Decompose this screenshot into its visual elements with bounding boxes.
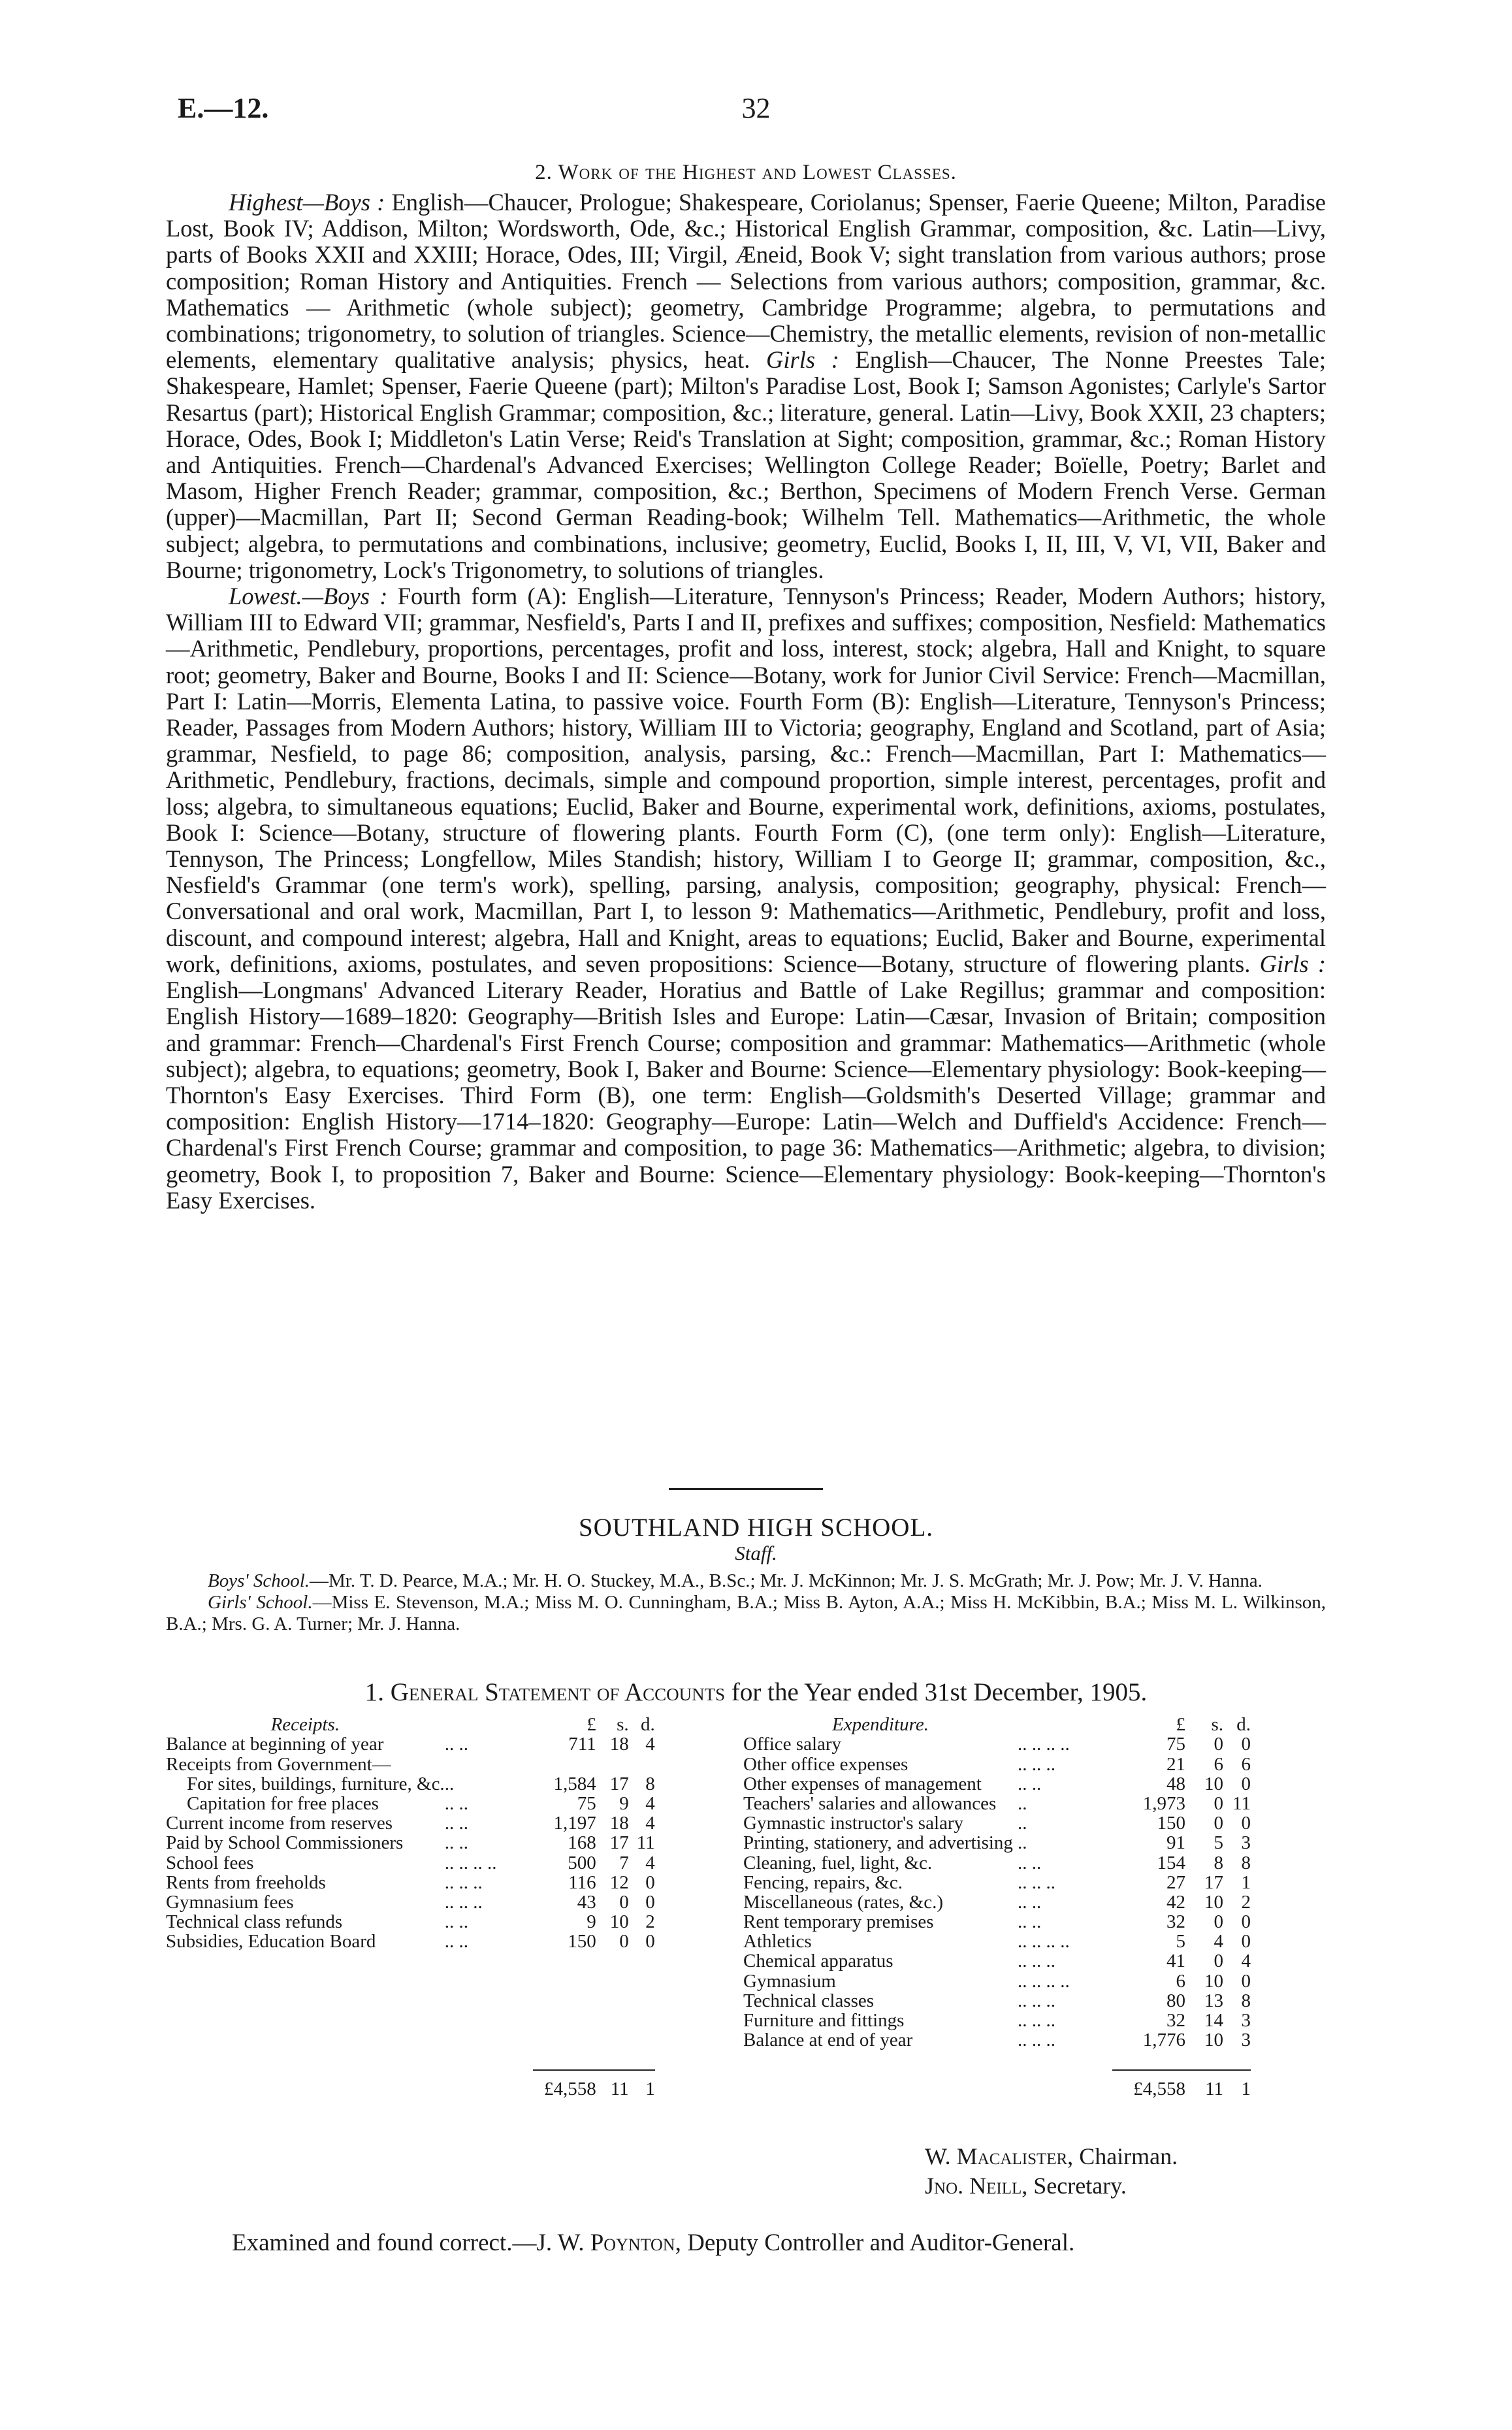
amount-pounds: 27 <box>1166 1871 1185 1893</box>
chairman-name: W. Macalister, <box>925 2143 1074 2169</box>
amount-pence: 2 <box>645 1911 655 1933</box>
amount-pence: 0 <box>1241 1970 1251 1992</box>
amount-shillings: 5 <box>1214 1832 1223 1854</box>
expenditure-header-row <box>743 1715 1251 1734</box>
amount-pounds: 75 <box>577 1792 596 1814</box>
amount-pounds: 91 <box>1166 1832 1185 1854</box>
empty-cell <box>166 1951 445 1971</box>
amount-pence: 3 <box>1241 2010 1251 2031</box>
girls-staff <box>166 1592 1326 1635</box>
empty-cell <box>743 2050 1018 2070</box>
amount-pence: 0 <box>1241 1931 1251 1952</box>
expense-label: Cleaning, fuel, light, &c. <box>743 1852 933 1873</box>
receipts-header-row <box>166 1715 655 1734</box>
empty-cell <box>1018 2070 1112 2098</box>
leader-dots: .. .. <box>1018 1773 1042 1794</box>
empty-cell <box>166 1971 445 1990</box>
empty-cell <box>596 1971 629 1990</box>
amount-pence: 4 <box>645 1734 655 1755</box>
expense-row <box>743 1853 1251 1872</box>
amount-pounds: 32 <box>1166 1911 1185 1933</box>
section-divider <box>669 1488 823 1490</box>
empty-cell <box>166 1991 445 2011</box>
highest-paragraph <box>166 189 1326 583</box>
amount-pence: 8 <box>1241 1990 1251 2011</box>
empty-cell <box>533 2011 596 2030</box>
amount-shillings: 10 <box>609 1911 629 1933</box>
empty-cell <box>596 2011 629 2030</box>
amount-shillings: 6 <box>1214 1753 1223 1775</box>
expense-row <box>743 1932 1251 1951</box>
section-title: 2. Work of the Highest and Lowest Classes. <box>535 161 957 184</box>
page-number: 32 <box>741 92 771 124</box>
expense-label: Gymnasium <box>743 1970 836 1992</box>
boys-school-label: Boys' School. <box>208 1570 310 1591</box>
amount-pence <box>629 1754 655 1774</box>
empty-cell <box>445 2070 533 2098</box>
highest-girls-label: Girls : <box>766 346 839 374</box>
empty-cell <box>629 2011 655 2030</box>
classes-body <box>166 189 1326 1214</box>
amount-shillings: 17 <box>609 1832 629 1854</box>
leader-dots: .. .. .. <box>1018 1871 1055 1893</box>
amount-pence: 1 <box>1241 1871 1251 1893</box>
leader-dots: .. .. .. <box>1018 2010 1055 2031</box>
amount-shillings: 0 <box>1214 1951 1223 1972</box>
empty-cell <box>629 2030 655 2050</box>
leader-dots: .. .. <box>444 1792 468 1814</box>
empty-cell <box>1185 2050 1223 2070</box>
expense-label: Rent temporary premises <box>743 1911 934 1933</box>
expense-row <box>743 1833 1251 1853</box>
accounts-title-num: 1. <box>364 1678 384 1706</box>
expense-row <box>743 1774 1251 1794</box>
auditor-title: Deputy Controller and Auditor-General. <box>687 2229 1075 2256</box>
amount-pence: 4 <box>645 1852 655 1873</box>
receipt-label: Receipts from Government— <box>166 1753 391 1775</box>
accounts-title-caps: General Statement of Accounts <box>390 1678 726 1706</box>
empty-cell <box>445 2050 533 2070</box>
accounts-title-rest: for the Year ended 31st December, 1905. <box>731 1678 1148 1706</box>
boys-staff <box>166 1570 1326 1592</box>
expense-label: Miscellaneous (rates, &c.) <box>743 1891 944 1913</box>
amount-shillings: 9 <box>619 1792 629 1814</box>
amount-pence: 11 <box>1232 1792 1251 1814</box>
total-pence: 1 <box>629 2070 655 2098</box>
leader-dots: .. .. <box>444 1931 468 1952</box>
amount-pounds: 42 <box>1166 1891 1185 1913</box>
empty-cell <box>596 2030 629 2050</box>
amount-shillings: 4 <box>1214 1931 1223 1952</box>
amount-pounds <box>533 1754 596 1774</box>
amount-pounds: 48 <box>1166 1773 1185 1794</box>
leader-dots: .. .. .. <box>444 1871 483 1893</box>
expense-row <box>743 1794 1251 1813</box>
leader-dots: .. .. <box>444 1911 468 1933</box>
expense-label: Technical classes <box>743 1990 875 2011</box>
spacer-row <box>166 2050 655 2070</box>
amount-shillings: 17 <box>1204 1871 1223 1893</box>
total-shillings: 11 <box>1185 2070 1223 2098</box>
secretary-name: Jno. Neill, <box>925 2173 1028 2199</box>
receipt-label: For sites, buildings, furniture, &c. <box>187 1773 445 1794</box>
amount-shillings <box>596 1754 629 1774</box>
amount-shillings: 10 <box>1204 1970 1223 1992</box>
col-pence: d. <box>640 1714 655 1736</box>
receipts-header: Receipts. <box>270 1714 340 1736</box>
amount-pounds: 6 <box>1176 1970 1185 1992</box>
highest-boys-text: English—Chaucer, Prologue; Shakespeare, Coriolanus; Spenser, Faerie Queene; Milton, Paradise Lost, Book IV; Addison, Milton; Wordsworth, Ode, &c.; Historical English Grammar, composition, &c. Latin—Livy, parts of Books XXII and XXIII; Horace, Odes, III; Virgil, Æneid, Book V; sight translation from various authors; prose composition; Roman History and Antiquities. French — Selections from various authors; composition, grammar, &c. Mathematics — Arithmetic (whole subject); geometry, Cambridge Programme; algebra, to permutations and combinations; trigonometry, to solution of triangles. Science—Chemistry, the metallic elements, revision of non-metallic elements, elementary qualitative analysis; physics, heat. <box>166 189 1327 374</box>
girls-staff-names: —Miss E. Stevenson, M.A.; Miss M. O. Cunningham, B.A.; Miss B. Ayton, A.A.; Miss H. McKibbin, B.A.; Miss M. L. Wilkinson, B.A.; Mrs. G. A. Turner; Mr. J. Hanna. <box>166 1592 1326 1634</box>
receipt-row <box>166 1912 655 1932</box>
amount-pounds: 116 <box>568 1871 596 1893</box>
receipt-label: Technical class refunds <box>166 1911 343 1933</box>
spacer-row <box>166 2030 655 2050</box>
amount-shillings: 0 <box>1214 1813 1223 1834</box>
secretary-title: Secretary. <box>1033 2173 1127 2199</box>
empty-cell <box>445 2030 533 2050</box>
total-pence: 1 <box>1223 2070 1251 2098</box>
expense-label: Other office expenses <box>743 1753 909 1775</box>
empty-cell <box>533 1951 596 1971</box>
boys-staff-names: —Mr. T. D. Pearce, M.A.; Mr. H. O. Stuckey, M.A., B.Sc.; Mr. J. McKinnon; Mr. J. S. McGrath; Mr. J. Pow; Mr. J. V. Hanna. <box>310 1570 1263 1591</box>
leader-dots: .. <box>1018 1832 1027 1854</box>
expense-row <box>743 1734 1251 1754</box>
col-shillings: s. <box>617 1714 629 1736</box>
report-code: E.—12. <box>178 92 269 124</box>
amount-shillings: 18 <box>609 1734 629 1755</box>
lowest-girls-label: Girls : <box>1259 950 1326 977</box>
empty-cell <box>533 1991 596 2011</box>
leader-dots: .. .. .. .. <box>1018 1970 1070 1992</box>
expense-label: Gymnastic instructor's salary <box>743 1813 964 1834</box>
empty-cell <box>629 1971 655 1990</box>
amount-pounds: 154 <box>1157 1852 1185 1873</box>
receipt-label: Gymnasium fees <box>166 1891 294 1913</box>
col-pence: d. <box>1236 1714 1251 1736</box>
leader-dots: .. <box>1018 1813 1027 1834</box>
receipt-row <box>166 1853 655 1872</box>
expense-row <box>743 1873 1251 1892</box>
amount-pounds: 1,197 <box>553 1813 596 1834</box>
empty-cell <box>596 2050 629 2070</box>
amount-pounds: 1,776 <box>1142 2030 1185 2051</box>
expense-row <box>743 1912 1251 1932</box>
highest-label: Highest—Boys : <box>229 189 385 216</box>
amount-pence: 0 <box>1241 1813 1251 1834</box>
empty-cell <box>1112 2050 1185 2070</box>
col-pounds: £ <box>1176 1714 1185 1736</box>
expense-label: Office salary <box>743 1734 842 1755</box>
chairman-signature <box>925 2143 1178 2170</box>
amount-pounds: 75 <box>1166 1734 1185 1755</box>
leader-dots: .. .. <box>444 1813 468 1834</box>
amount-shillings: 18 <box>609 1813 629 1834</box>
amount-shillings: 13 <box>1204 1990 1223 2011</box>
receipts-body <box>166 1715 655 2099</box>
amount-pence: 0 <box>645 1931 655 1952</box>
leader-dots: .. .. .. .. <box>1018 1931 1070 1952</box>
spacer-row <box>166 1951 655 1971</box>
receipt-row <box>166 1932 655 1951</box>
expense-label: Balance at end of year <box>743 2030 913 2051</box>
leader-dots: .. <box>1018 1792 1027 1814</box>
girls-school-label: Girls' School. <box>208 1592 313 1613</box>
amount-pence: 11 <box>636 1832 655 1854</box>
expense-row <box>743 1754 1251 1774</box>
empty-cell <box>596 1951 629 1971</box>
empty-cell <box>445 1991 533 2011</box>
amount-shillings: 14 <box>1204 2010 1223 2031</box>
empty-cell <box>629 1951 655 1971</box>
spacer-row <box>743 2050 1251 2070</box>
expense-label: Fencing, repairs, &c. <box>743 1871 903 1893</box>
expenditure-table <box>743 1715 1251 2099</box>
amount-pence: 4 <box>645 1792 655 1814</box>
expense-label: Chemical apparatus <box>743 1951 893 1972</box>
amount-shillings: 7 <box>619 1852 629 1873</box>
amount-shillings: 8 <box>1214 1852 1223 1873</box>
amount-pence: 0 <box>1241 1911 1251 1933</box>
amount-pounds: 41 <box>1166 1951 1185 1972</box>
empty-cell <box>445 1951 533 1971</box>
amount-pounds: 43 <box>577 1891 596 1913</box>
chairman-title: Chairman. <box>1079 2143 1178 2169</box>
empty-cell <box>533 1971 596 1990</box>
expense-label: Teachers' salaries and allowances <box>743 1792 997 1814</box>
amount-pounds: 9 <box>587 1911 596 1933</box>
receipt-row <box>166 1873 655 1892</box>
amount-pence: 4 <box>645 1813 655 1834</box>
lowest-boys-text: Fourth form (A): English—Literature, Tennyson's Princess; Reader, Modern Authors; history, William III to Edward VII; grammar, Nesfield's, Parts I and II, prefixes and suffixes; composition, Nesfield: Mathematics—Arithmetic, Pendlebury, proportions, percentages, profit and loss, interest, stock; algebra, Hall and Knight, to square root; geometry, Baker and Bourne, Books I and II: Science—Botany, work for Junior Civil Service: French—Macmillan, Part I: Latin—Morris, Elementa Latina, to passive voice. Fourth Form (B): English—Literature, Tennyson's Princess; Reader, Passages from Modern Authors; history, William III to Victoria; geography, England and Scotland, part of Asia; grammar, Nesfield, to page 86; composition, analysis, parsing, &c.: French—Macmillan, Part I: Mathematics—Arithmetic, Pendlebury, fractions, decimals, simple and compound proportion, simple interest, percentages, profit and loss; algebra, to simultaneous equations; Euclid, Baker and Bourne, experimental work, definitions, axioms, postulates, Book I: Science—Botany, structure of flowering plants. Fourth Form (C), (one term only): English—Literature, Tennyson, The Princess; Longfellow, Miles Standish; history, William I to George II; grammar, composition, &c., Nesfield's Grammar (one term's work), spelling, parsing, analysis, composition; geography, physical: French—Conversational and oral work, Macmillan, Part I, to lesson 9: Mathematics—Arithmetic, Pendlebury, profit and loss, discount, and compound interest; algebra, Hall and Knight, areas to equations; Euclid, Baker and Bourne, experimental work, definitions, axioms, postulates, and seven propositions: Science—Botany, structure of flowering plants. <box>166 583 1327 977</box>
empty-cell <box>166 2070 445 2098</box>
receipt-row <box>166 1794 655 1813</box>
expense-label: Other expenses of management <box>743 1773 982 1794</box>
receipt-row <box>166 1892 655 1912</box>
leader-dots: .. .. .. .. <box>444 1852 497 1873</box>
leader-dots: .. .. .. <box>1018 1951 1055 1972</box>
amount-pence: 3 <box>1241 1832 1251 1854</box>
leader-dots: .. .. .. <box>1018 2030 1055 2051</box>
expense-label: Furniture and fittings <box>743 2010 905 2031</box>
receipt-label: Capitation for free places <box>187 1792 379 1814</box>
leader-dots: .. .. <box>444 1832 468 1854</box>
amount-pence: 0 <box>1241 1773 1251 1794</box>
amount-pence: 4 <box>1241 1951 1251 1972</box>
receipt-row <box>166 1754 655 1774</box>
empty-cell <box>743 2070 1018 2098</box>
accounts-title <box>0 1677 1512 1707</box>
amount-pounds: 21 <box>1166 1753 1185 1775</box>
receipt-label: Balance at beginning of year <box>166 1734 384 1755</box>
amount-pence: 8 <box>1241 1852 1251 1873</box>
leader-dots: .. .. <box>1018 1911 1042 1933</box>
highest-girls-text: English—Chaucer, The Nonne Preestes Tale; Shakespeare, Hamlet; Spenser, Faerie Queene (part); Milton's Paradise Lost, Book I; Samson Agonistes; Carlyle's Sartor Resartus (part); Historical English Grammar; composition, &c.; literature, general. Latin—Livy, Book XXII, 23 chapters; Horace, Odes, Book I; Middleton's Latin Verse; Reid's Translation at Sight; composition, grammar, &c.; Roman History and Antiquities. French—Chardenal's Advanced Exercises; Wellington College Reader; Boïelle, Poetry; Barlet and Masom, Higher French Reader; grammar, composition, &c.; Berthon, Specimens of Modern French Verse. German (upper)—Macmillan, Part II; Second German Reading-book; Wilhelm Tell. Mathematics—Arithmetic, the whole subject; algebra, to permutations and combinations, inclusive; geometry, Euclid, Books I, II, III, V, VI, VII, Baker and Bourne; trigonometry, Lock's Trigonometry, to solutions of triangles. <box>166 346 1327 583</box>
spacer-row <box>166 1991 655 2011</box>
col-pounds: £ <box>587 1714 596 1736</box>
expense-row <box>743 1951 1251 1971</box>
leader-dots: .. .. <box>1018 1891 1042 1913</box>
amount-pence: 0 <box>645 1891 655 1913</box>
amount-pounds: 168 <box>568 1832 596 1854</box>
receipt-total-row <box>166 2070 655 2098</box>
auditor-name: J. W. Poynton, <box>536 2229 681 2256</box>
expenditure-header: Expenditure. <box>832 1714 929 1736</box>
leader-dots: .. .. .. <box>1018 1990 1055 2011</box>
amount-pounds: 150 <box>568 1931 596 1952</box>
receipt-label: Subsidies, Education Board <box>166 1931 376 1952</box>
empty-cell <box>445 1971 533 1990</box>
expense-row <box>743 1813 1251 1833</box>
empty-cell <box>629 1991 655 2011</box>
total-pounds: £4,558 <box>1112 2070 1185 2098</box>
expense-label: Athletics <box>743 1931 812 1952</box>
leader-dots: .. .. .. <box>444 1891 483 1913</box>
receipt-row <box>166 1813 655 1833</box>
amount-pounds: 150 <box>1157 1813 1185 1834</box>
amount-shillings: 0 <box>1214 1792 1223 1814</box>
spacer-row <box>166 2011 655 2030</box>
empty-cell <box>166 2030 445 2050</box>
amount-pounds: 711 <box>568 1734 596 1755</box>
secretary-signature <box>925 2172 1127 2199</box>
amount-pence: 3 <box>1241 2030 1251 2051</box>
amount-shillings: 17 <box>609 1773 629 1794</box>
leader-dots: .. .. <box>1018 1852 1042 1873</box>
staff-label: Staff. <box>735 1542 777 1564</box>
lowest-girls-text: English—Longmans' Advanced Literary Reader, Horatius and Battle of Lake Regillus; grammar and composition: English History—1689–1820: Geography—British Isles and Europe: Latin—Cæsar, Invasion of Britain; composition and grammar: French—Chardenal's First French Course; composition and grammar: Mathematics—Arithmetic (whole subject); algebra, to equations; geometry, Book I, Baker and Bourne: Science—Elementary physiology: Book-keeping—Thornton's Easy Exercises. Third Form (B), one term: English—Goldsmith's Deserted Village; grammar and composition: English History—1714–1820: Geography—Europe: Latin—Welch and Duffield's Accidence: French—Chardenal's First French Course; grammar and composition, to page 36: Mathematics—Arithmetic; algebra, to division; geometry, Book I, to proposition 7, Baker and Bourne: Science—Elementary physiology: Book-keeping—Thornton's Easy Exercises. <box>166 977 1326 1214</box>
lowest-label: Lowest.—Boys : <box>229 583 388 610</box>
amount-shillings: 10 <box>1204 1891 1223 1913</box>
receipt-row <box>166 1734 655 1754</box>
receipt-label: Rents from freeholds <box>166 1871 326 1893</box>
leader-dots: .. .. .. <box>1018 1753 1055 1775</box>
amount-pounds: 5 <box>1176 1931 1185 1952</box>
expenditure-body <box>743 1715 1251 2099</box>
school-title: SOUTHLAND HIGH SCHOOL. <box>578 1514 934 1542</box>
amount-shillings: 0 <box>619 1891 629 1913</box>
amount-shillings: 10 <box>1204 2030 1223 2051</box>
empty-cell <box>533 2030 596 2050</box>
expense-row <box>743 1991 1251 2011</box>
expense-row <box>743 1892 1251 1912</box>
leader-dots: .. .. <box>444 1734 468 1755</box>
amount-shillings: 0 <box>1214 1734 1223 1755</box>
staff-list <box>166 1570 1326 1635</box>
expense-total-row <box>743 2070 1251 2098</box>
expense-row <box>743 2030 1251 2050</box>
empty-cell <box>533 2050 596 2070</box>
total-shillings: 11 <box>596 2070 629 2098</box>
empty-cell <box>1018 2050 1112 2070</box>
receipt-label: Current income from reserves <box>166 1813 393 1834</box>
amount-pence: 2 <box>1241 1891 1251 1913</box>
expense-row <box>743 2011 1251 2030</box>
receipt-label: School fees <box>166 1852 254 1873</box>
receipt-row <box>166 1774 655 1794</box>
empty-cell <box>629 2050 655 2070</box>
amount-pounds: 1,973 <box>1142 1792 1185 1814</box>
empty-cell <box>596 1991 629 2011</box>
leader-dots: .. .. .. .. <box>1018 1734 1070 1755</box>
amount-pence: 8 <box>645 1773 655 1794</box>
leader-dots <box>445 1754 533 1774</box>
amount-pounds: 1,584 <box>553 1773 596 1794</box>
total-pounds: £4,558 <box>533 2070 596 2098</box>
amount-pence: 0 <box>1241 1734 1251 1755</box>
amount-pence: 6 <box>1241 1753 1251 1775</box>
empty-cell <box>166 2050 445 2070</box>
receipt-row <box>166 1833 655 1853</box>
amount-shillings: 10 <box>1204 1773 1223 1794</box>
amount-pounds: 80 <box>1166 1990 1185 2011</box>
expense-row <box>743 1971 1251 1990</box>
amount-shillings: 12 <box>609 1871 629 1893</box>
expense-label: Printing, stationery, and advertising <box>743 1832 1013 1854</box>
receipt-label: Paid by School Commissioners <box>166 1832 404 1854</box>
examined-statement <box>232 2229 1074 2257</box>
amount-shillings: 0 <box>619 1931 629 1952</box>
empty-cell <box>166 2011 445 2030</box>
empty-cell <box>1223 2050 1251 2070</box>
amount-shillings: 0 <box>1214 1911 1223 1933</box>
amount-pounds: 32 <box>1166 2010 1185 2031</box>
receipts-table <box>166 1715 655 2099</box>
spacer-row <box>166 1971 655 1990</box>
leader-dots: .. <box>444 1773 455 1794</box>
examined-prefix: Examined and found correct.— <box>232 2229 537 2256</box>
col-shillings: s. <box>1211 1714 1223 1736</box>
empty-cell <box>445 2011 533 2030</box>
amount-pounds: 500 <box>568 1852 596 1873</box>
lowest-paragraph <box>166 583 1326 1214</box>
amount-pence: 0 <box>645 1871 655 1893</box>
